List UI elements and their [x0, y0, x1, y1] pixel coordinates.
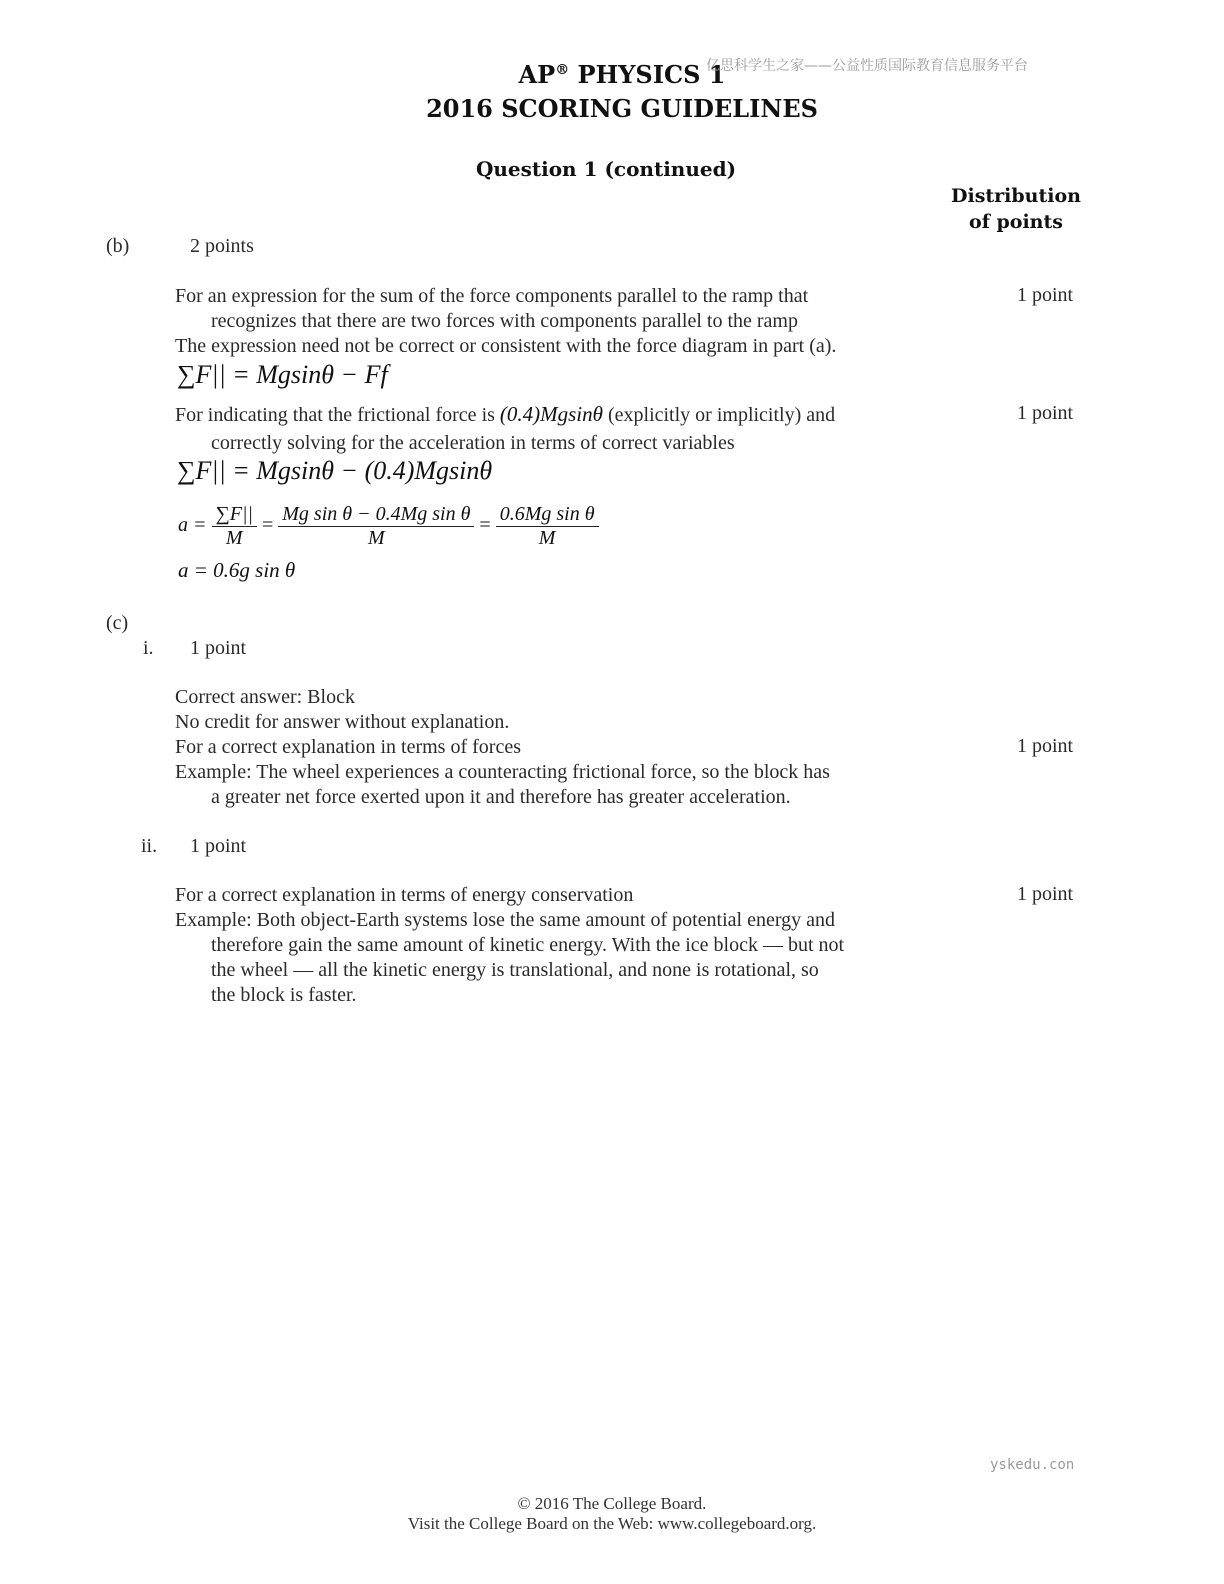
c-i-criterion: For a correct explanation in terms of forces [175, 736, 521, 758]
footer-visit: Visit the College Board on the Web: www.collegeboard.org. [407, 1514, 817, 1533]
b-criterion-1-line-2: recognizes that there are two forces with components parallel to the ramp [211, 310, 798, 332]
b-criterion-2-line-2: correctly solving for the acceleration in terms of correct variables [211, 432, 735, 454]
site-mark: yskedu.con [990, 1457, 1075, 1473]
c-i-example-line-2: a greater net force exerted upon it and therefore has greater acceleration. [211, 786, 791, 808]
c-i-points: 1 point [190, 637, 247, 659]
c-i-example-line-1: Example: The wheel experiences a counteracting frictional force, so the block has [175, 761, 830, 783]
b-criterion-2-points: 1 point [1017, 402, 1074, 424]
c-i-answer: Correct answer: Block [175, 686, 355, 708]
b-criterion-1-note: The expression need not be correct or consistent with the force diagram in part (a). [175, 335, 837, 357]
c-ii-example-line-1: Example: Both object-Earth systems lose the same amount of potential energy and [175, 909, 836, 931]
c-ii-criterion: For a correct explanation in terms of energy conservation [175, 884, 634, 906]
b-equation-acceleration-fraction: a = $\frac{\sum F||}{M}$ = $\frac{\text{Mg sin θ − 0.4Mg sin θ}}{M}$ = $\frac{\text{0.6Mg sin θ}}{M}$ [178, 503, 599, 550]
c-ii-example-line-4: the block is faster. [211, 984, 357, 1006]
c-ii-points: 1 point [190, 835, 247, 857]
c-ii-example-line-2: therefore gain the same amount of kinetic energy. With the ice block — but not [211, 934, 845, 956]
page-title: AP® PHYSICS 1 [518, 60, 726, 89]
b-criterion-2-line-1: For indicating that the frictional force is (0.4)Mgsinθ (explicitly or implicitly) and [175, 402, 836, 426]
b-equation-net-force: ∑F|| = Mgsinθ − Ff [177, 360, 388, 389]
b-criterion-1-line-1: For an expression for the sum of the force components parallel to the ramp that [175, 285, 809, 307]
question-heading: Question 1 (continued) [475, 157, 737, 181]
distribution-heading: Distribution of points [951, 185, 1081, 233]
c-i-criterion-points: 1 point [1017, 735, 1074, 757]
page-subtitle: 2016 SCORING GUIDELINES [426, 94, 818, 123]
b-criterion-1-points: 1 point [1017, 284, 1074, 306]
b-equation-net-force-substituted: ∑F|| = Mgsinθ − (0.4)Mgsinθ [177, 456, 493, 485]
part-c-label: (c) [106, 612, 129, 634]
footer-copyright: © 2016 The College Board. [517, 1494, 707, 1513]
c-i-no-credit: No credit for answer without explanation. [175, 711, 510, 733]
watermark-text: 亿思科学生之家——公益性质国际教育信息服务平台 [706, 58, 1028, 74]
c-ii-label: ii. [141, 835, 158, 857]
c-ii-criterion-points: 1 point [1017, 883, 1074, 905]
footer [262, 1494, 962, 1534]
part-b-label: (b) [106, 235, 130, 257]
c-ii-example-line-3: the wheel — all the kinetic energy is translational, and none is rotational, so [211, 959, 819, 981]
c-i-label: i. [143, 637, 154, 659]
b-equation-acceleration-result: a = 0.6g sin θ [178, 558, 296, 582]
part-b-points: 2 points [190, 235, 254, 257]
